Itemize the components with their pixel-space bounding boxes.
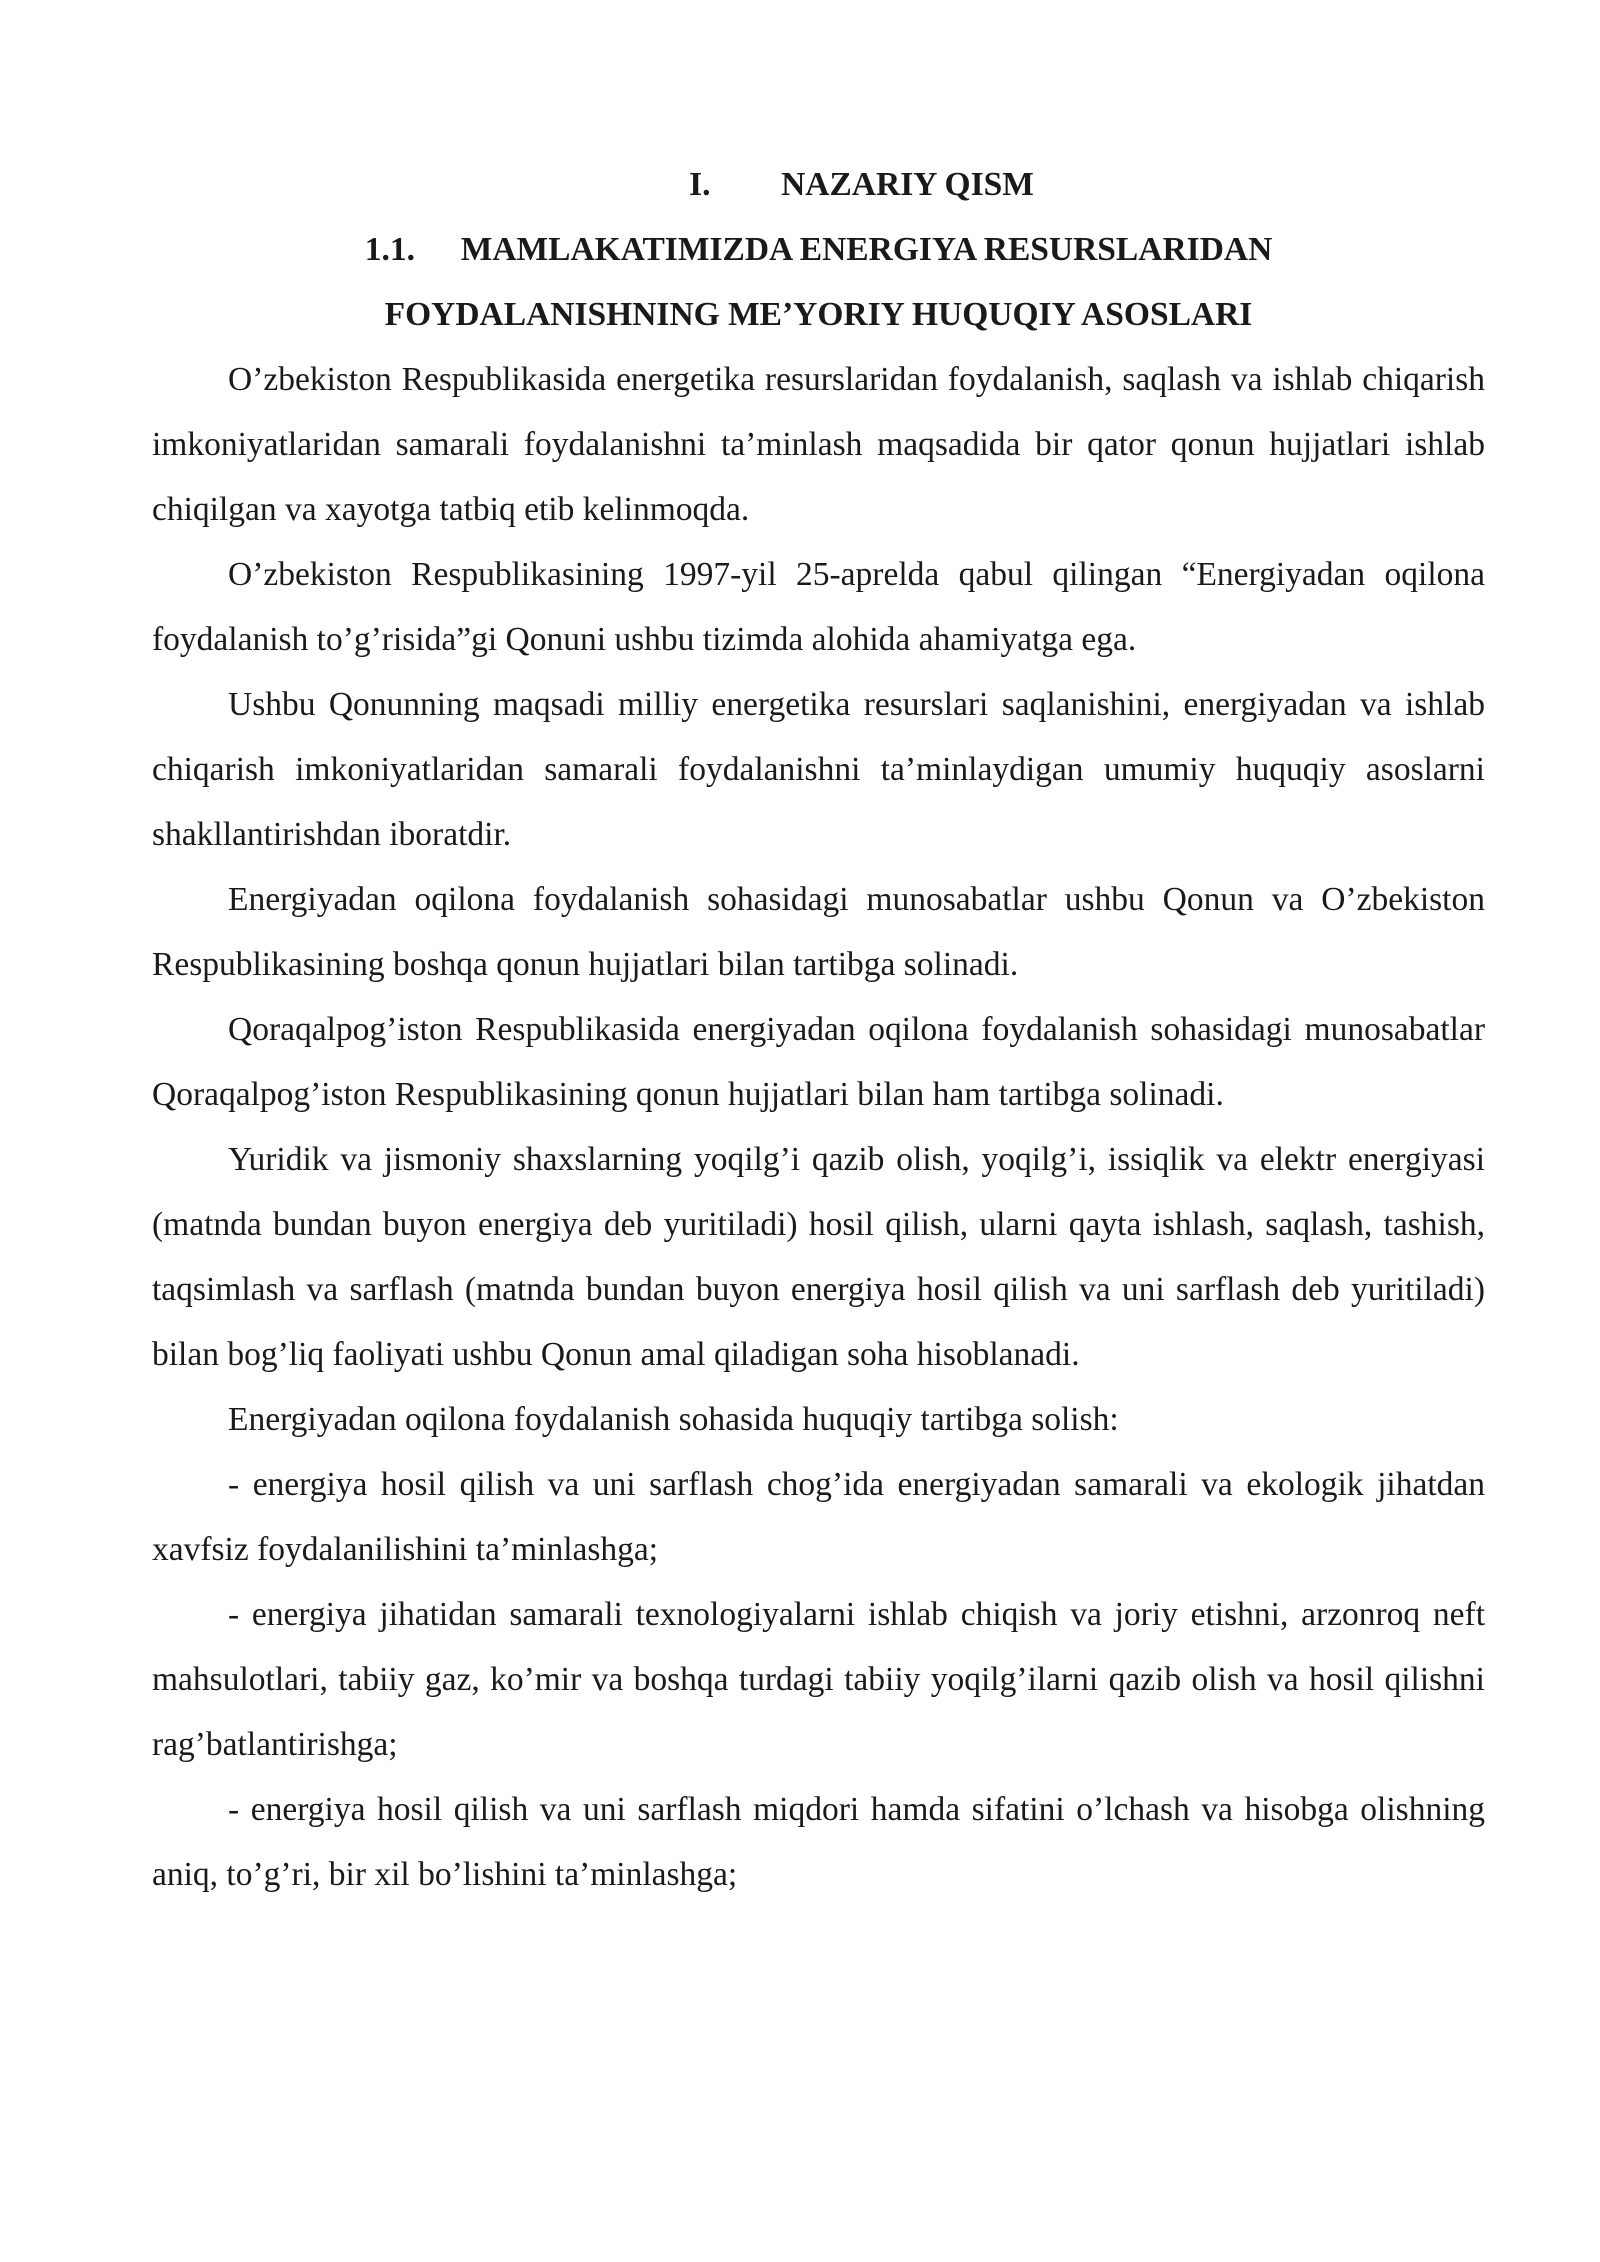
section-heading bbox=[152, 152, 1485, 217]
paragraph-1: O’zbekiston Respublikasida energetika resurslaridan foydalanish, saqlash va ishlab chiqarish imkoniyatlaridan samarali foydalanishni ta’minlash maqsadida bir qator qonun hujjatlari ishlab chiqilgan va xayotga tatbiq etib kelinmoqda. bbox=[152, 361, 1485, 528]
paragraph-2: O’zbekiston Respublikasining 1997-yil 25-aprelda qabul qilingan “Energiyadan oqilona foydalanish to’g’risida”gi Qonuni ushbu tizimda alohida ahamiyatga ega. bbox=[152, 556, 1485, 658]
list-item-3: - energiya hosil qilish va uni sarflash miqdori hamda sifatini o’lchash va hisobga olishning aniq, to’g’ri, bir xil bo’lishini ta’minlashga; bbox=[152, 1791, 1485, 1893]
list-item-1: - energiya hosil qilish va uni sarflash chog’ida energiyadan samarali va ekologik jihatdan xavfsiz foydalanilishini ta’minlashga; bbox=[152, 1466, 1485, 1568]
section-title: NAZARIY QISM bbox=[781, 166, 1034, 203]
subsection-title-line1: MAMLAKATIMIZDA ENERGIYA RESURSLARIDAN bbox=[460, 231, 1273, 268]
list-item-2: - energiya jihatidan samarali texnologiyalarni ishlab chiqish va joriy etishni, arzonroq neft mahsulotlari, tabiiy gaz, ko’mir va boshqa turdagi tabiiy yoqilg’ilarni qazib olish va hosil qilishni rag’batlantirishga; bbox=[152, 1596, 1485, 1763]
subsection-title-line2: FOYDALANISHNING ME’YORIY HUQUQIY ASOSLARI bbox=[384, 296, 1253, 333]
subsection-heading-line2 bbox=[152, 282, 1485, 347]
section-number: I. bbox=[689, 166, 711, 203]
paragraph-6: Yuridik va jismoniy shaxslarning yoqilg’i qazib olish, yoqilg’i, issiqlik va elektr energiyasi (matnda bundan buyon energiya deb yuritiladi) hosil qilish, ularni qayta ishlash, saqlash, tashish, taqsimlash va sarflash (matnda bundan buyon energiya hosil qilish va uni sarflash deb yuritiladi) bilan bog’liq faoliyati ushbu Qonun amal qiladigan soha hisoblanadi. bbox=[152, 1141, 1485, 1373]
document-page bbox=[152, 152, 1485, 1907]
paragraph-4: Energiyadan oqilona foydalanish sohasidagi munosabatlar ushbu Qonun va O’zbekiston Respublikasining boshqa qonun hujjatlari bilan tartibga solinadi. bbox=[152, 881, 1485, 983]
paragraph-5: Qoraqalpog’iston Respublikasida energiyadan oqilona foydalanish sohasidagi munosabatlar Qoraqalpog’iston Respublikasining qonun hujjatlari bilan ham tartibga solinadi. bbox=[152, 1011, 1485, 1113]
paragraph-7: Energiyadan oqilona foydalanish sohasida huquqiy tartibga solish: bbox=[228, 1401, 1119, 1438]
subsection-heading-line1 bbox=[152, 217, 1485, 282]
subsection-number: 1.1. bbox=[364, 231, 415, 268]
paragraph-3: Ushbu Qonunning maqsadi milliy energetika resurslari saqlanishini, energiyadan va ishlab chiqarish imkoniyatlaridan samarali foydalanishni ta’minlaydigan umumiy huquqiy asoslarni shakllantirishdan iboratdir. bbox=[152, 686, 1485, 853]
